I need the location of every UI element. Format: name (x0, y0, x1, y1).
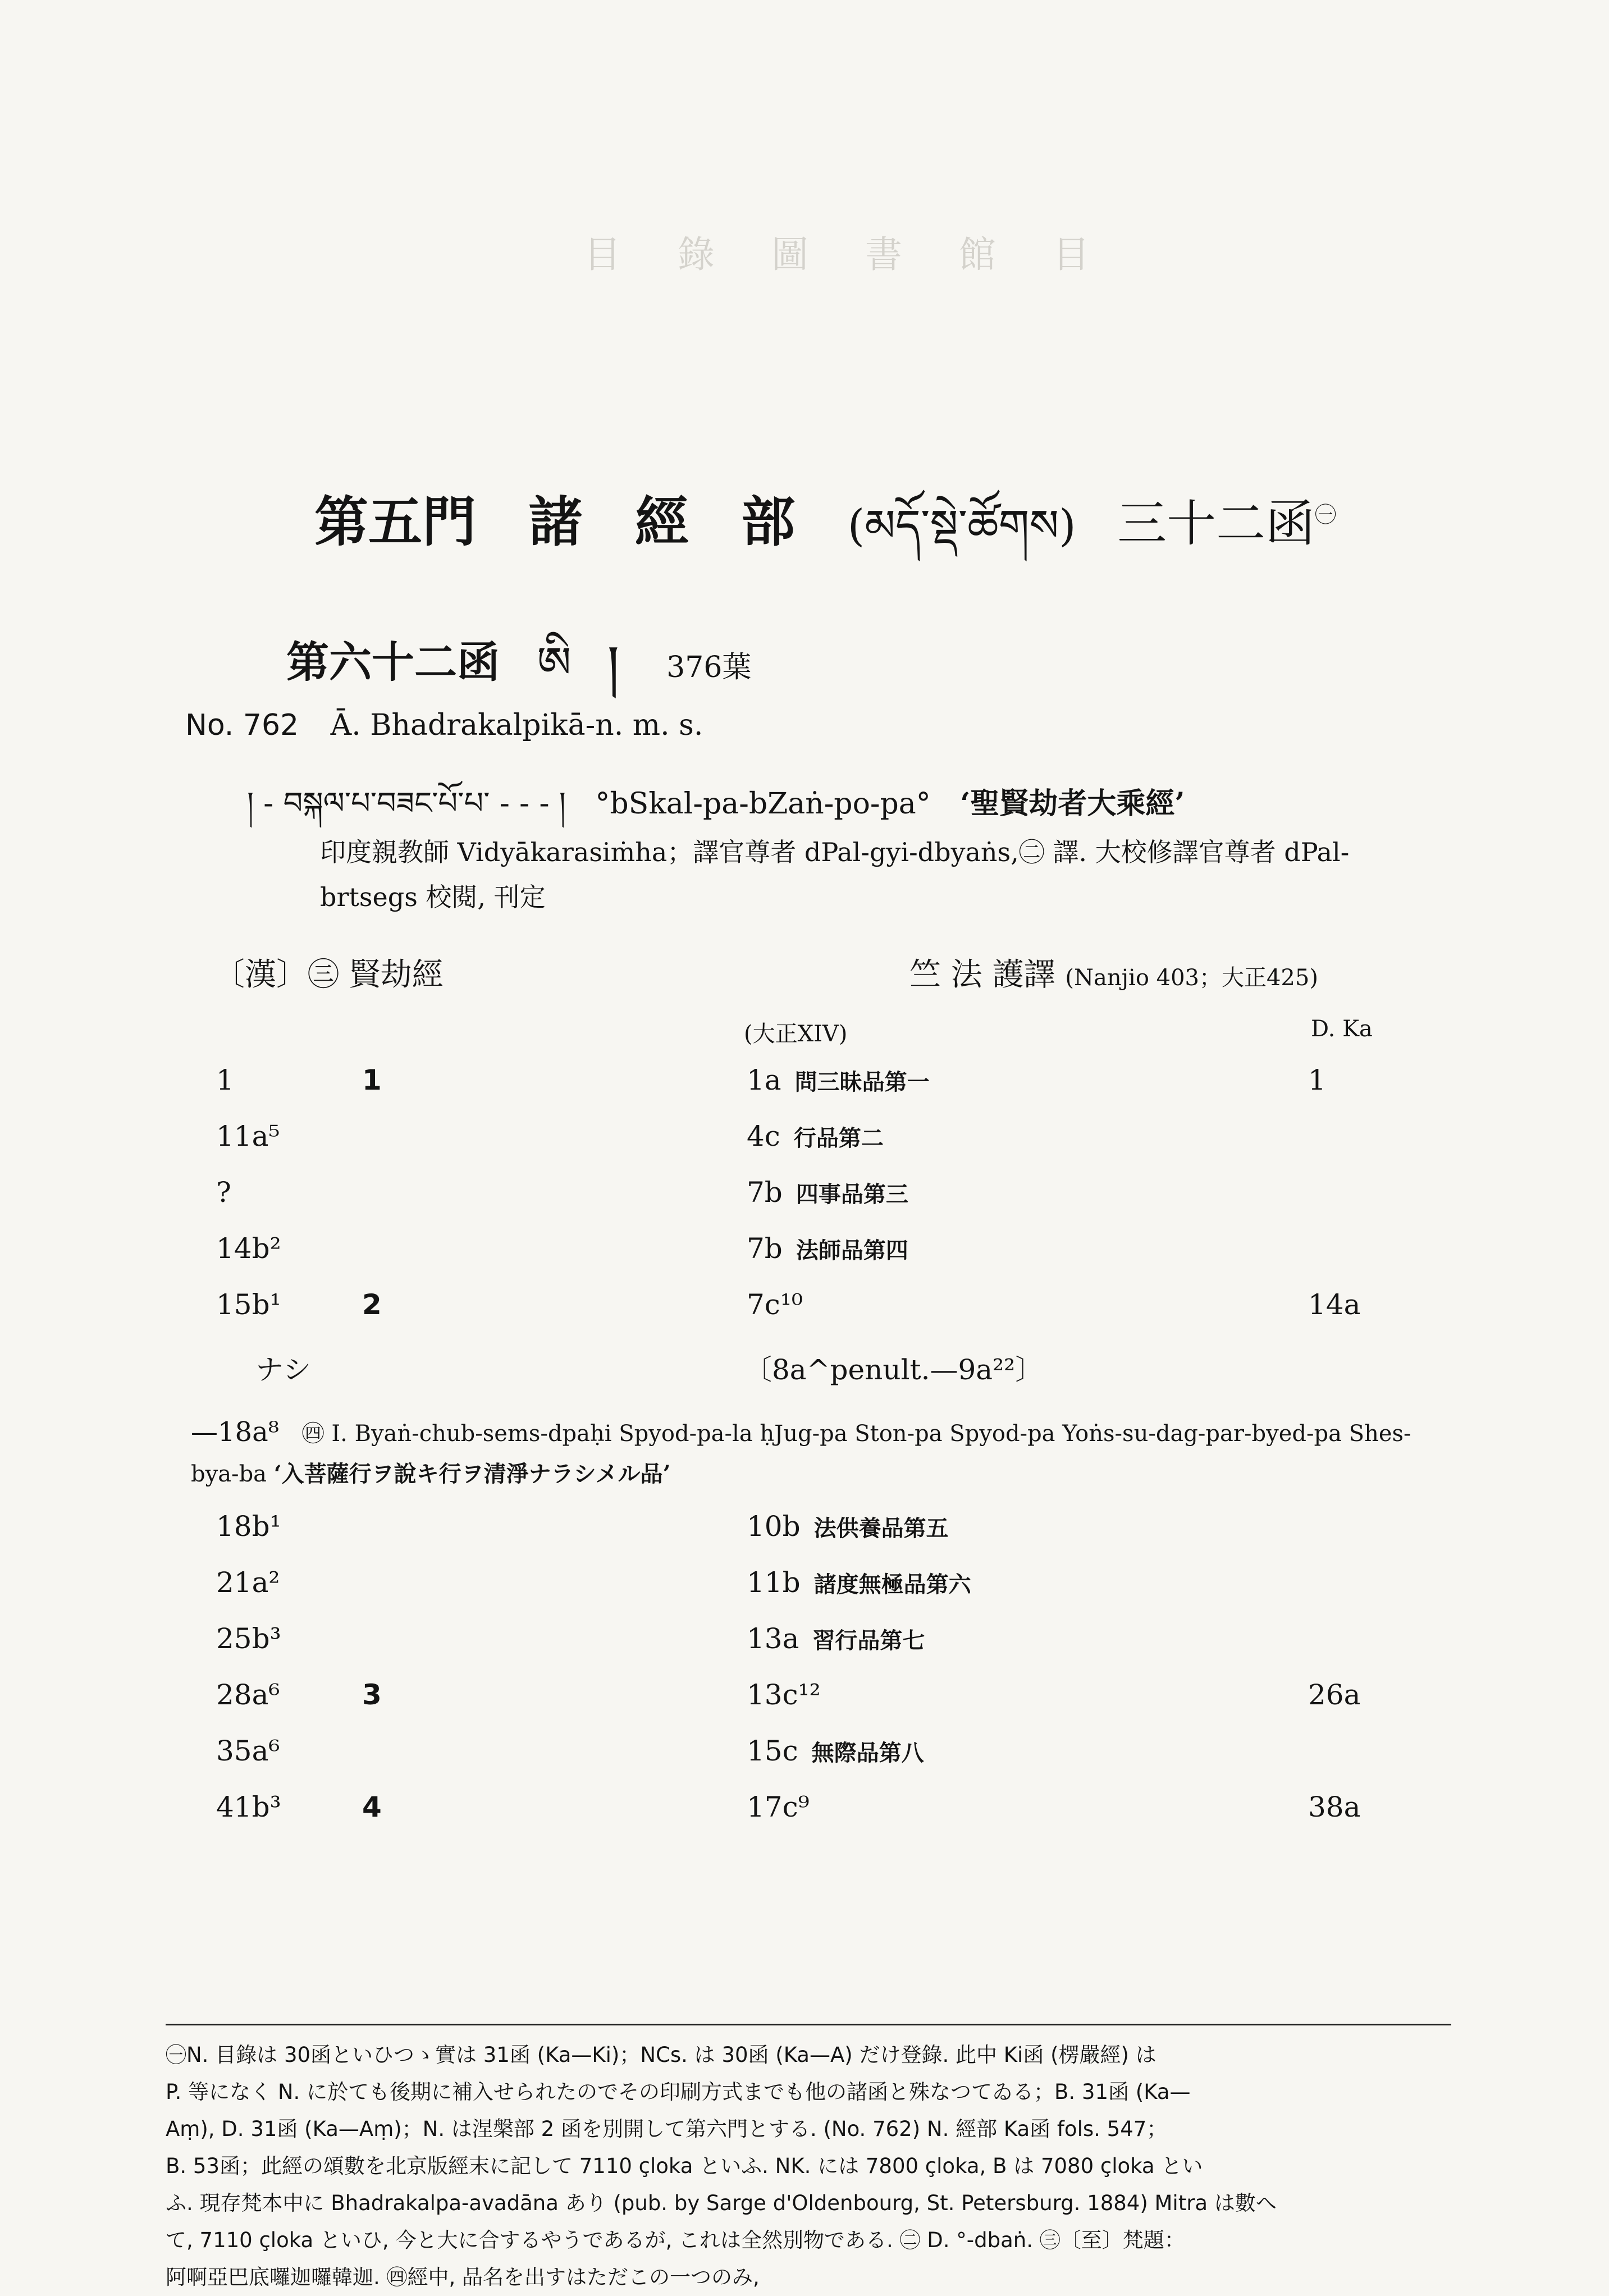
row-col-a: 41b³ (216, 1791, 281, 1823)
section-name-3: 部 (741, 491, 796, 554)
row-col-c (747, 1566, 971, 1599)
footnote-line: B. 53函；此經の頌數を北京版經末に記して 7110 çloka といふ. NK. には 7800 çloka, B は 7080 çloka とい (166, 2154, 1203, 2178)
footnote-line: ㊀N. 目錄は 30函といひつゝ實は 31函 (Ka—Ki)；NCs. は 30函 (Ka—A) だけ登錄. 此中 Ki函 (楞嚴經) は (166, 2043, 1157, 2067)
entry-number: No. 762 (185, 708, 299, 742)
row-col-b: 4 (362, 1791, 382, 1823)
section-number: 第五門 (314, 491, 476, 554)
credit-line-1: 印度親教師 Vidyākarasiṁha；譯官尊者 dPal-gyi-dbyaṅs,㊁ 譯. 大校修譯官尊者 dPal- (320, 837, 1350, 867)
row-taisho-ref: 10b (747, 1510, 801, 1543)
footnote-line: て, 7110 çloka といひ, 今と大に合するやうであるが, これは全然別物である. ㊁ D. °-dbaṅ. ㊂〔至〕梵題： (166, 2228, 1185, 2252)
row-col-a: 1 (216, 1064, 234, 1096)
row-col-c (747, 1510, 949, 1543)
section-count: 三十二函 (1117, 495, 1315, 552)
volume-separator: ། (608, 637, 618, 687)
row-col-c (747, 1232, 908, 1265)
volume-leaves: 376葉 (666, 651, 752, 684)
row-col-c (747, 1735, 924, 1767)
section-tibetan: (མདོ་སྡེ་ཚོགས) (847, 501, 1076, 551)
chapter-note-ref: —18a⁸ (191, 1416, 279, 1448)
row-col-a: 21a² (216, 1566, 280, 1599)
row-taisho-ref: 1a (747, 1064, 781, 1096)
entry-number-line (185, 708, 703, 742)
entry-tibetan-title: ། - བསྐལ་པ་བཟང་པོ་པ་ - - - ། (247, 785, 566, 821)
row-chapter-title: 問三昧品第一 (794, 1069, 930, 1095)
chapter-note-japanese: ‘入菩薩行ヲ說キ行ヲ清淨ナラシメル品’ (273, 1461, 671, 1487)
row-col-a: 28a⁶ (216, 1678, 280, 1711)
nashi-range: 〔8a^penult.—9a²²〕 (744, 1353, 1044, 1386)
chinese-translator-line (909, 950, 1318, 995)
row-col-a: 15b¹ (216, 1288, 281, 1321)
row-col-c (747, 1176, 908, 1209)
row-col-a: 35a⁶ (216, 1735, 280, 1767)
row-chapter-title: 諸度無極品第六 (813, 1571, 971, 1598)
footnote-line: 阿啊亞巴底囉迦囉韓迦. ㊃經中, 品名を出すはただこの一つのみ, (166, 2265, 760, 2289)
row-chapter-title: 四事品第三 (796, 1181, 908, 1208)
row-taisho-ref: 7b (747, 1176, 783, 1209)
entry-sanskrit-title: Ā. Bhadrakalpikā-n. m. s. (330, 708, 703, 742)
footnote-line: Aṃ), D. 31函 (Ka—Aṃ)；N. は涅槃部 2 函を別開して第六門とする. (No. 762) N. 經部 Ka函 fols. 547； (166, 2117, 1168, 2141)
row-col-a: ? (216, 1176, 231, 1209)
row-col-a: 11a⁵ (216, 1120, 280, 1152)
row-taisho-ref: 4c (747, 1120, 780, 1152)
column-header-derge: D. Ka (1311, 1016, 1373, 1042)
chapter-note-mark: ㊃ (301, 1421, 324, 1447)
faded-header-stamp: 目 錄 圖 書 館 目 (584, 233, 1112, 276)
row-col-d: 38a (1308, 1791, 1361, 1823)
row-col-c: 13c¹² (747, 1678, 821, 1711)
footnotes (166, 2037, 1451, 2296)
row-col-a: 18b¹ (216, 1510, 281, 1543)
row-taisho-ref: 7b (747, 1232, 783, 1265)
row-taisho-ref: 13a (747, 1622, 799, 1655)
row-col-c (747, 1064, 930, 1096)
footnote-line: ふ. 現存梵本中に Bhadrakalpa-avadāna あり (pub. by Sarge d'Oldenbourg, St. Petersburg. 1884) Mitra は數へ (166, 2191, 1277, 2215)
chinese-label: 〔漢〕㊂ 賢劫經 (213, 957, 444, 993)
section-name-1: 諸 (528, 491, 583, 554)
section-footnote-mark: ㊀ (1315, 502, 1337, 527)
nashi-label: ナシ (255, 1353, 311, 1386)
row-chapter-title: 行品第二 (793, 1125, 884, 1151)
row-col-b: 3 (362, 1678, 382, 1711)
row-col-a: 25b³ (216, 1622, 281, 1655)
chapter-note-text: I. Byaṅ-chub-sems-dpaḥi Spyod-pa-la ḥJug-pa Ston-pa Spyod-pa Yoṅs-su-dag-par-byed-pa Shes-bya-ba (191, 1421, 1411, 1487)
row-col-d: 1 (1308, 1064, 1326, 1096)
column-header-taisho: (大正XIV) (744, 1021, 848, 1047)
row-chapter-title: 法供養品第五 (813, 1515, 949, 1542)
row-col-d: 14a (1308, 1288, 1361, 1321)
row-chapter-title: 法師品第四 (796, 1237, 908, 1264)
section-title (314, 477, 1336, 600)
volume-title: 第六十二函 (286, 637, 500, 687)
volume-tibetan-letter: ཨི (537, 637, 572, 687)
row-col-c (747, 1120, 884, 1152)
chinese-translator: 竺 法 護譯 (909, 957, 1055, 993)
row-col-c (747, 1622, 925, 1655)
chinese-reference: (Nanjio 403；大正425) (1065, 965, 1318, 991)
row-col-a: 14b² (216, 1232, 281, 1265)
row-col-c: 7c¹⁰ (747, 1288, 803, 1321)
row-col-d: 26a (1308, 1678, 1361, 1711)
footnote-line: P. 等になく N. に於ても後期に補入せられたのでその印刷方式までも他の諸函と殊なつてゐる；B. 31函 (Ka— (166, 2080, 1191, 2104)
row-col-c: 17c⁹ (747, 1791, 810, 1823)
entry-japanese-title: ‘聖賢劫者大乘經’ (960, 786, 1185, 821)
row-taisho-ref: 11b (747, 1566, 801, 1599)
row-chapter-title: 無際品第八 (811, 1740, 924, 1766)
entry-romanized-title: °bSkal-pa-bZaṅ-po-pa° (595, 787, 931, 821)
credit-line-2: brtsegs 校閱, 刊定 (320, 882, 546, 912)
row-col-b: 1 (362, 1064, 382, 1096)
row-taisho-ref: 15c (747, 1735, 798, 1767)
chapter-note (191, 1412, 1437, 1494)
footnote-divider (166, 2024, 1451, 2025)
section-name-2: 經 (634, 491, 689, 554)
row-chapter-title: 習行品第七 (812, 1627, 925, 1654)
row-col-b: 2 (362, 1288, 382, 1321)
